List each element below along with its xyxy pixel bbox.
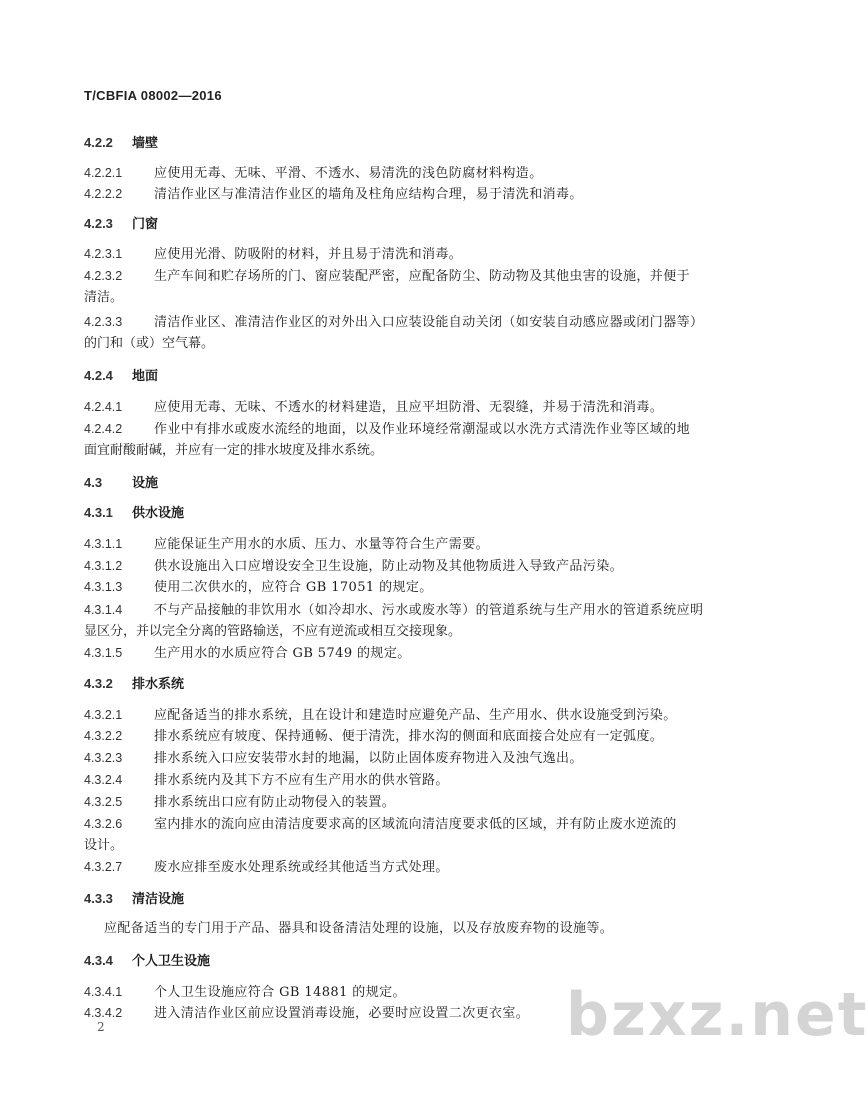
section-title: 个人卫生设施 (132, 954, 211, 969)
clause (84, 705, 724, 726)
clause-text: 生产车间和贮存场所的门、窗应装配严密，应配备防尘、防动物及其他虫害的设施，并便于 (154, 269, 691, 284)
clause (84, 534, 724, 555)
section-title: 墙壁 (132, 136, 159, 151)
section-title: 地面 (132, 369, 159, 384)
clause-text: 个人卫生设施应符合 GB 14881 的规定。 (154, 985, 406, 1000)
clause-number: 4.3.2.7 (84, 860, 123, 874)
clause-number: 4.3.1.2 (84, 559, 123, 573)
clause-text: 应使用无毒、无味、平滑、不透水、易清洗的浅色防腐材料构造。 (154, 166, 543, 181)
clause (84, 266, 724, 287)
watermark: bzxz.net (566, 980, 868, 1050)
clause (84, 600, 724, 621)
clause (84, 163, 724, 184)
clause-number: 4.3.2.2 (84, 729, 123, 743)
clause-text: 供水设施出入口应增设安全卫生设施，防止动物及其他物质进入导致产品污染。 (154, 559, 624, 574)
document-id: T/CBFIA 08002—2016 (84, 88, 222, 103)
clause-number: 4.2.4.1 (84, 400, 123, 414)
section-heading (84, 889, 724, 910)
section-heading (84, 674, 724, 695)
clause-text: 清洁作业区、准清洁作业区的对外出入口应装设能自动关闭（如安装自动感应器或闭门器等） (154, 315, 704, 330)
clause-text: 排水系统内及其下方不应有生产用水的供水管路。 (154, 773, 449, 788)
clause-number: 4.3.2.1 (84, 708, 123, 722)
section-title: 门窗 (132, 217, 159, 232)
clause-number: 4.2.4.2 (84, 422, 123, 436)
clause-continuation: 显区分，并以完全分离的管路输送，不应有逆流或相互交接现象。 (84, 624, 462, 639)
section-number: 4.3 (84, 475, 103, 490)
clause-text: 应能保证生产用水的水质、压力、水量等符合生产需要。 (154, 537, 490, 552)
section-heading (84, 473, 724, 494)
clause-text: 不与产品接触的非饮用水（如冷却水、污水或废水等）的管道系统与生产用水的管道系统应明 (154, 603, 704, 618)
clause-text: 室内排水的流向应由清洁度要求高的区域流向清洁度要求低的区域，并有防止废水逆流的 (154, 817, 677, 832)
clause-continuation: 的门和（或）空气幕。 (84, 336, 215, 351)
section-heading (84, 951, 724, 972)
section-title: 设施 (132, 476, 159, 491)
clause-text: 清洁作业区与准清洁作业区的墙角及柱角应结构合理，易于清洗和消毒。 (154, 187, 583, 202)
clause-number: 4.3.4.1 (84, 985, 123, 999)
clause (84, 792, 724, 813)
clause-continuation: 面宜耐酸耐碱，并应有一定的排水坡度及排水系统。 (84, 443, 384, 458)
clause-text: 进入清洁作业区前应设置消毒设施，必要时应设置二次更衣室。 (154, 1006, 530, 1021)
section-title: 排水系统 (132, 677, 185, 692)
clause-number: 4.3.1.5 (84, 646, 123, 660)
section-number: 4.2.3 (84, 216, 113, 231)
clause-number: 4.2.3.2 (84, 269, 123, 283)
section-title: 清洁设施 (132, 892, 185, 907)
paragraph: 应配备适当的专门用于产品、器具和设备清洁处理的设施，以及存放废弃物的设施等。 (104, 921, 614, 936)
clause-number: 4.3.2.3 (84, 751, 123, 765)
clause (84, 244, 724, 265)
clause-continuation: 清洁。 (84, 290, 124, 305)
clause (84, 814, 724, 835)
clause (84, 556, 724, 577)
section-number: 4.3.3 (84, 891, 113, 906)
clause-number: 4.3.1.4 (84, 603, 123, 617)
clause-text: 使用二次供水的，应符合 GB 17051 的规定。 (154, 580, 433, 595)
clause-number: 4.3.4.2 (84, 1006, 123, 1020)
clause (84, 577, 724, 598)
clause-text: 应配备适当的排水系统，且在设计和建造时应避免产品、生产用水、供水设施受到污染。 (154, 708, 677, 723)
section-number: 4.3.2 (84, 676, 113, 691)
clause-number: 4.3.1.3 (84, 580, 123, 594)
clause-number: 4.3.2.5 (84, 795, 123, 809)
clause-number: 4.2.3.1 (84, 247, 123, 261)
section-title: 供水设施 (132, 506, 185, 521)
clause-text: 排水系统出口应有防止动物侵入的装置。 (154, 795, 396, 810)
section-number: 4.2.4 (84, 368, 113, 383)
clause-text: 废水应排至废水处理系统或经其他适当方式处理。 (154, 860, 449, 875)
clause-text: 排水系统应有坡度、保持通畅、便于清洗，排水沟的侧面和底面接合处应有一定弧度。 (154, 729, 664, 744)
clause-text: 作业中有排水或废水流经的地面，以及作业环境经常潮湿或以水洗方式清洗作业等区域的地 (154, 422, 691, 437)
section-number: 4.2.2 (84, 135, 113, 150)
clause-number: 4.3.1.1 (84, 537, 123, 551)
clause-text: 应使用光滑、防吸附的材料，并且易于清洗和消毒。 (154, 247, 463, 262)
clause-number: 4.2.2.2 (84, 187, 123, 201)
clause-text: 应使用无毒、无味、不透水的材料建造，且应平坦防滑、无裂缝，并易于清洗和消毒。 (154, 400, 664, 415)
section-heading (84, 503, 724, 524)
section-number: 4.3.1 (84, 505, 113, 520)
clause-text: 生产用水的水质应符合 GB 5749 的规定。 (154, 646, 411, 661)
clause (84, 397, 724, 418)
clause (84, 726, 724, 747)
clause-text: 排水系统入口应安装带水封的地漏，以防止固体废弃物进入及浊气逸出。 (154, 751, 583, 766)
section-heading (84, 133, 724, 154)
clause-number: 4.3.2.4 (84, 773, 123, 787)
clause-number: 4.2.3.3 (84, 315, 123, 329)
clause (84, 419, 724, 440)
clause (84, 312, 724, 333)
page-number: 2 (97, 1020, 105, 1034)
section-heading (84, 366, 724, 387)
section-number: 4.3.4 (84, 953, 113, 968)
clause (84, 770, 724, 791)
clause (84, 748, 724, 769)
clause-number: 4.2.2.1 (84, 166, 123, 180)
section-heading (84, 214, 724, 235)
clause (84, 857, 724, 878)
clause-continuation: 设计。 (84, 838, 124, 853)
clause (84, 184, 724, 205)
clause-number: 4.3.2.6 (84, 817, 123, 831)
clause (84, 643, 724, 664)
